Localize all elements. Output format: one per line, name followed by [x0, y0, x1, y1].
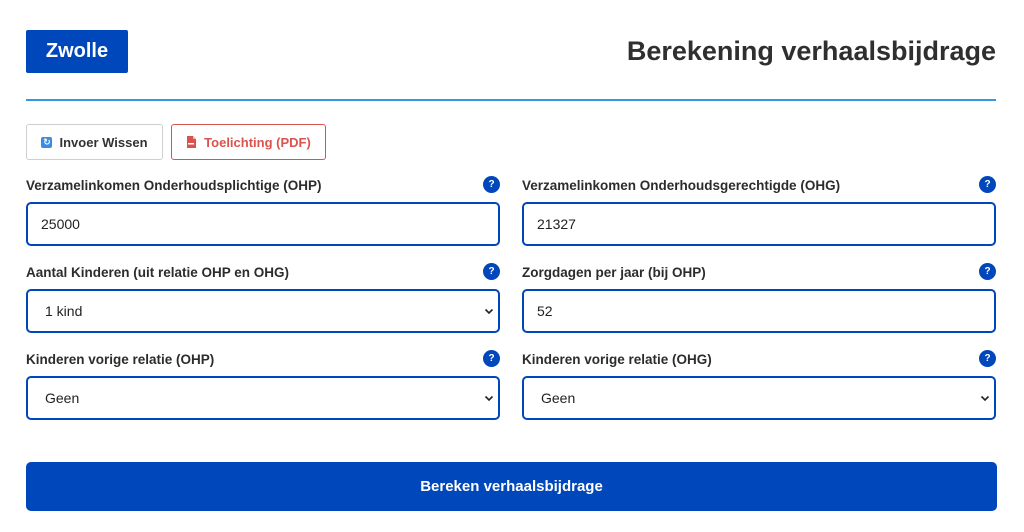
care-days-label: Zorgdagen per jaar (bij OHP) — [522, 265, 706, 280]
chevron-down-icon — [484, 393, 494, 403]
chevron-down-icon — [980, 393, 990, 403]
clear-input-label: Invoer Wissen — [59, 134, 148, 150]
prev-children-ohp-help-icon[interactable]: ? — [483, 350, 500, 367]
prev-children-ohg-value: Geen — [541, 390, 576, 406]
page-title: Berekening verhaalsbijdrage — [626, 36, 996, 66]
children-help-icon[interactable]: ? — [483, 263, 500, 280]
prev-children-ohg-help-icon[interactable]: ? — [979, 350, 996, 367]
prev-children-ohp-select[interactable] — [26, 376, 500, 420]
ohp-income-input[interactable]: 25000 — [26, 202, 500, 246]
ohp-income-help-icon[interactable]: ? — [483, 176, 500, 193]
ohp-income-label: Verzamelinkomen Onderhoudsplichtige (OHP) — [26, 178, 322, 193]
refresh-icon: ↻ — [43, 136, 51, 147]
care-days-input[interactable]: 52 — [522, 289, 996, 333]
calculate-button[interactable]: Bereken verhaalsbijdrage — [26, 462, 997, 511]
prev-children-ohg-label: Kinderen vorige relatie (OHG) — [522, 352, 712, 367]
prev-children-ohg-select[interactable] — [522, 376, 996, 420]
care-days-help-icon[interactable]: ? — [979, 263, 996, 280]
chevron-down-icon — [484, 306, 494, 316]
children-select-value: 1 kind — [45, 303, 83, 319]
ohg-income-input[interactable]: 21327 — [522, 202, 996, 246]
prev-children-ohp-label: Kinderen vorige relatie (OHP) — [26, 352, 215, 367]
pdf-file-icon — [186, 136, 197, 149]
children-label: Aantal Kinderen (uit relatie OHP en OHG) — [26, 265, 290, 280]
prev-children-ohp-value: Geen — [45, 390, 80, 406]
children-select[interactable] — [26, 289, 500, 333]
explanation-pdf-label: Toelichting (PDF) — [204, 134, 311, 150]
header-divider — [26, 99, 996, 101]
ohg-income-label: Verzamelinkomen Onderhoudsgerechtigde (OHG) — [522, 178, 841, 193]
explanation-pdf-button[interactable] — [171, 124, 326, 160]
zwolle-logo[interactable]: Zwolle — [26, 30, 128, 73]
clear-input-button[interactable] — [26, 124, 163, 160]
ohg-income-help-icon[interactable]: ? — [979, 176, 996, 193]
